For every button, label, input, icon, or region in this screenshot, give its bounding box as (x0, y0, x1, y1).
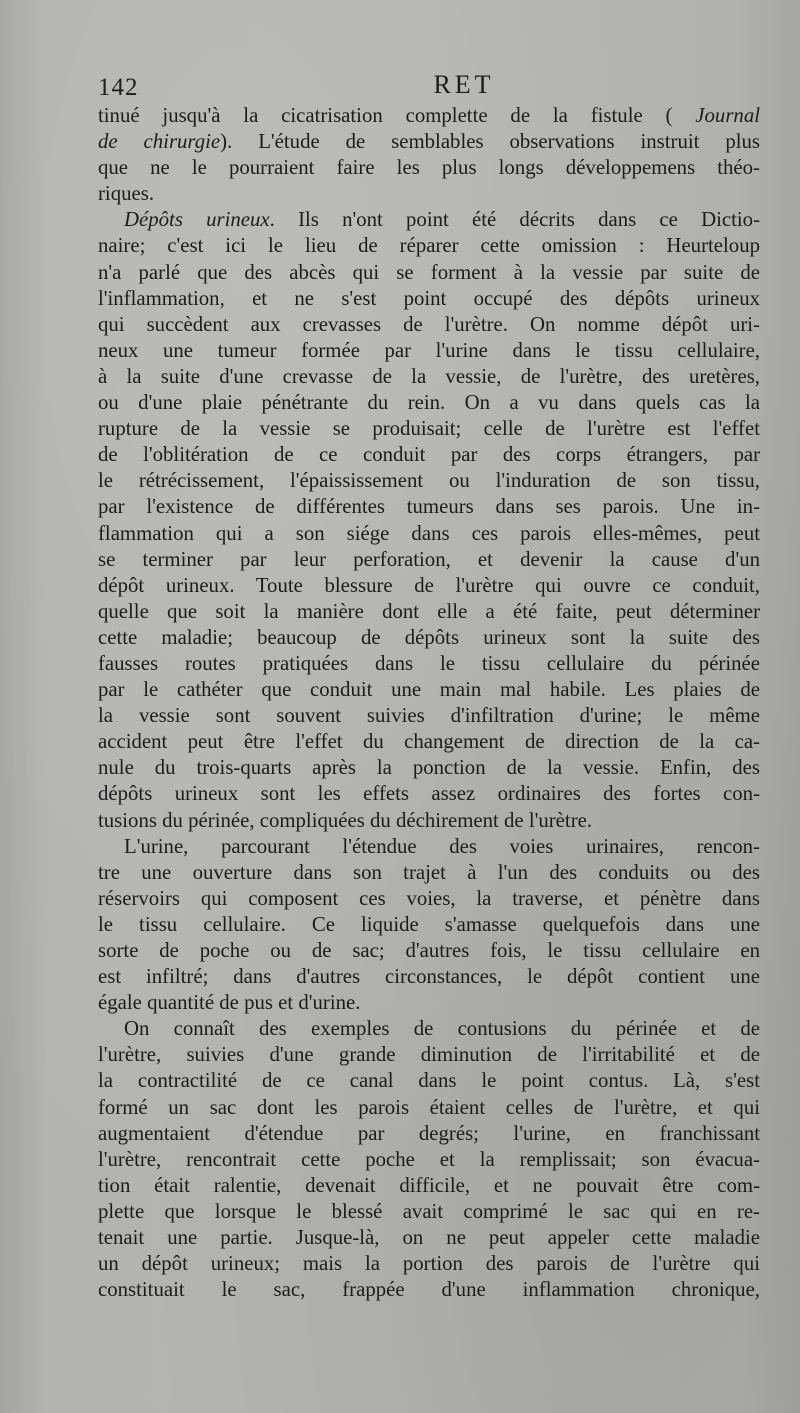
text-line (98, 1121, 760, 1147)
text-line (98, 808, 760, 834)
line-text: formé un sac dont les parois étaient celles de l'urètre, et qui (98, 1095, 760, 1119)
line-text: ). L'étude de semblables observations instruit plus (220, 130, 760, 154)
line-text: augmentaient d'étendue par degrés; l'urine, en franchissant (98, 1121, 760, 1145)
italic-text: Dépôts urineux (124, 208, 270, 232)
line-text: tenait une partie. Jusque-là, on ne peut appeler cette maladie (98, 1226, 760, 1250)
text-line (98, 1016, 760, 1042)
line-text: fausses routes pratiquées dans le tissu cellulaire du périnée (98, 651, 760, 675)
line-text: tion était ralentie, devenait difficile, et ne pouvait être com- (98, 1173, 760, 1197)
line-text: qui succèdent aux crevasses de l'urètre. On nomme dépôt uri- (98, 312, 760, 336)
line-text: constituait le sac, frappée d'une inflammation chronique, (98, 1278, 760, 1302)
line-text: flammation qui a son siége dans ces parois elles-mêmes, peut (98, 521, 760, 545)
text-line (98, 390, 760, 416)
line-text: tre une ouverture dans son trajet à l'un des conduits ou des (98, 860, 760, 884)
text-line (98, 729, 760, 755)
text-line (98, 573, 760, 599)
line-text: est infiltré; dans d'autres circonstances, le dépôt contient une (98, 965, 760, 989)
text-line (98, 1199, 760, 1225)
line-text: un dépôt urineux; mais la portion des parois de l'urètre qui (98, 1252, 760, 1276)
text-line (98, 703, 760, 729)
line-text: que ne le pourraient faire les plus longs développemens théo- (98, 156, 760, 180)
line-text: neux une tumeur formée par l'urine dans le tissu cellulaire, (98, 338, 760, 362)
text-line (98, 286, 760, 312)
text-line (98, 938, 760, 964)
text-line (98, 1068, 760, 1094)
line-text: sorte de poche ou de sac; d'autres fois, le tissu cellulaire en (98, 939, 760, 962)
text-line (98, 1251, 760, 1277)
text-line (98, 755, 760, 781)
line-text: l'inflammation, et ne s'est point occupé des dépôts urineux (98, 286, 760, 310)
running-title: RET (433, 70, 495, 99)
line-text: cette maladie; beaucoup de dépôts urineux sont la suite des (98, 625, 760, 649)
text-line (98, 312, 760, 338)
text-line (98, 233, 760, 259)
page-number: 142 (98, 74, 139, 101)
text-line (98, 442, 760, 468)
text-line (98, 834, 760, 860)
line-text: l'urètre, suivies d'une grande diminution de l'irritabilité et de (98, 1043, 760, 1067)
italic-text: de chirurgie (98, 130, 221, 154)
text-line (98, 912, 760, 938)
line-text: égale quantité de pus et d'urine. (98, 991, 361, 1015)
line-text: L'urine, parcourant l'étendue des voies urinaires, rencon- (124, 834, 760, 858)
line-text: accident peut être l'effet du changement de direction de la ca- (98, 730, 760, 754)
text-line (98, 1277, 760, 1303)
text-line (98, 599, 760, 625)
text-line (98, 964, 760, 990)
text-line (98, 1147, 760, 1173)
text-line (98, 990, 760, 1016)
text-line (98, 338, 760, 364)
text-line (98, 129, 760, 155)
text-line (98, 625, 760, 651)
line-text: riques. (98, 182, 155, 206)
text-line (98, 651, 760, 677)
line-text: de l'oblitération de ce conduit par des corps étrangers, par (98, 443, 760, 467)
line-text: la contractilité de ce canal dans le point contus. Là, s'est (98, 1069, 760, 1093)
line-text: tinué jusqu'à la cicatrisation complette de la fistule ( (98, 104, 696, 127)
line-text: naire; c'est ici le lieu de réparer cette omission : Heurteloup (98, 234, 760, 258)
line-text: la vessie sont souvent suivies d'infiltration d'urine; le même (98, 704, 760, 728)
text-line (98, 494, 760, 520)
text-line (98, 521, 760, 547)
text-line (98, 468, 760, 494)
italic-text: Journal (695, 104, 760, 127)
text-line (98, 677, 760, 703)
text-line (98, 155, 760, 181)
line-text: à la suite d'une crevasse de la vessie, de l'urètre, des uretères, (98, 364, 760, 388)
line-text: réservoirs qui composent ces voies, la traverse, et pénètre dans (98, 886, 760, 910)
text-line (98, 547, 760, 573)
text-line (98, 1095, 760, 1121)
text-line (98, 416, 760, 442)
text-line (98, 1042, 760, 1068)
line-text: dépôts urineux sont les effets assez ordinaires des fortes con- (98, 782, 760, 806)
text-line (98, 207, 760, 233)
line-text: nule du trois-quarts après la ponction de la vessie. Enfin, des (98, 756, 760, 780)
line-text: ou d'une plaie pénétrante du rein. On a vu dans quels cas la (98, 391, 760, 415)
text-line (98, 1173, 760, 1199)
line-text: par le cathéter que conduit une main mal habile. Les plaies de (98, 678, 760, 702)
line-text: rupture de la vessie se produisait; celle de l'urètre est l'effet (98, 417, 760, 441)
line-text: tusions du périnée, compliquées du déchirement de l'urètre. (98, 808, 593, 832)
text-line (98, 781, 760, 807)
text-line (98, 364, 760, 390)
text-line (98, 103, 760, 129)
line-text: par l'existence de différentes tumeurs dans ses parois. Une in- (98, 495, 760, 519)
line-text: le tissu cellulaire. Ce liquide s'amasse quelquefois dans une (98, 912, 760, 936)
line-text: On connaît des exemples de contusions du périnée et de (124, 1017, 760, 1041)
text-line (98, 860, 760, 886)
body-text (98, 103, 760, 1303)
running-head (98, 70, 760, 104)
text-line (98, 1225, 760, 1251)
text-line (98, 181, 760, 207)
line-text: dépôt urineux. Toute blessure de l'urètre qui ouvre ce conduit, (98, 573, 760, 597)
line-text: . Ils n'ont point été décrits dans ce Dictio- (269, 208, 760, 232)
text-line (98, 886, 760, 912)
line-text: n'a parlé que des abcès qui se forment à la vessie par suite de (98, 260, 760, 284)
line-text: l'urètre, rencontrait cette poche et la remplissait; son évacua- (98, 1147, 760, 1171)
text-line (98, 260, 760, 286)
line-text: plette que lorsque le blessé avait comprimé le sac qui en re- (98, 1199, 760, 1223)
line-text: se terminer par leur perforation, et devenir la cause d'un (98, 547, 760, 571)
line-text: quelle que soit la manière dont elle a été faite, peut déterminer (98, 599, 760, 623)
line-text: le rétrécissement, l'épaississement ou l'induration de son tissu, (98, 469, 760, 493)
